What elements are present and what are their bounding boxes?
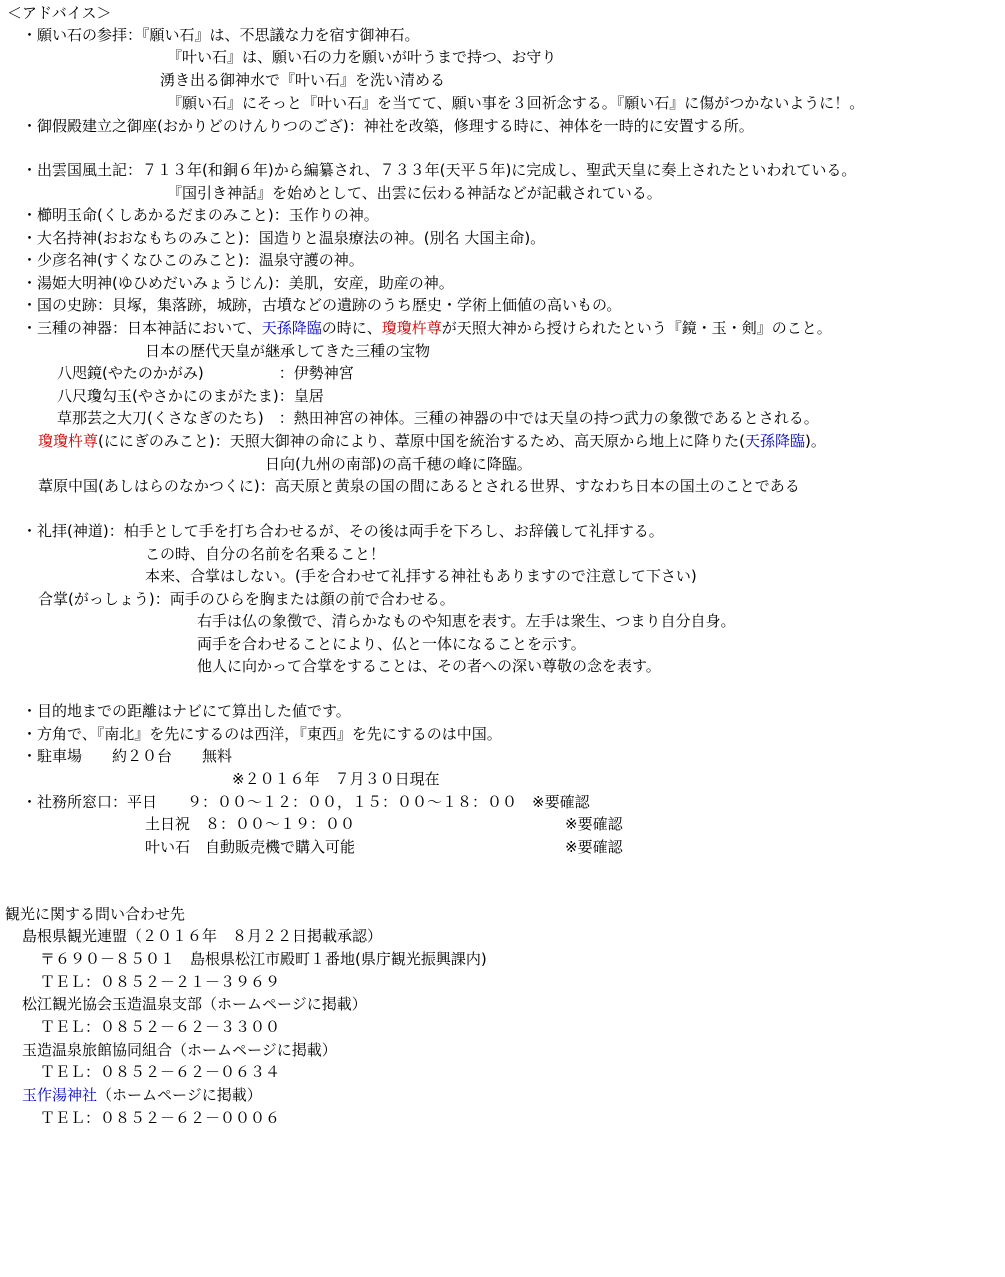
gassho-line-4: 他人に向かって合掌をすることは、その者への深い尊敬の念を表す。 (197, 657, 661, 675)
sanshu-text-1: ・三種の神器：日本神話において、 (22, 319, 262, 337)
sanshu-line-1 (22, 318, 832, 338)
raihai-line-1: ・礼拝(神道)：柏手として手を打ち合わせるが、その後は両手を下ろし、お辞儀して礼拝する。 (22, 522, 664, 540)
tenson-korin-term-2: 天孫降臨 (744, 432, 805, 450)
ninigi-text-2: )。 (805, 432, 826, 450)
kushiaka-line: ・櫛明玉命(くしあかるだまのみこと)：玉作りの神。 (22, 206, 379, 224)
kyori-line: ・目的地までの距離はナビにて算出した値です。 (22, 702, 351, 720)
jinja-line (22, 1085, 262, 1105)
shimane-address: 〒６９０－８５０１ 島根県松江市殿町１番地(県庁観光振興課内) (40, 950, 487, 968)
gassho-line-2: 右手は仏の象徴で、清らかなものや知恵を表す。左手は衆生、つまり自分自身。 (197, 612, 736, 630)
yata-line: 八咫鏡(やたのかがみ) ：伊勢神宮 (57, 364, 354, 382)
yasaka-line: 八尺瓊勾玉(やさかにのまがたま)：皇居 (57, 387, 324, 405)
ryokan-name: 玉造温泉旅館協同組合（ホームページに掲載） (22, 1041, 337, 1059)
jinja-suffix: （ホームページに掲載） (97, 1086, 262, 1104)
sanshu-line-2: 日本の歴代天皇が継承してきた三種の宝物 (145, 342, 431, 360)
sukuna-line: ・少彦名神(すくなひこのみこと)：温泉守護の神。 (22, 251, 364, 269)
onamochi-line: ・大名持神(おおなもちのみこと)：国造りと温泉療法の神。(別名 大国主命)。 (22, 229, 546, 247)
kusanagi-line: 草那芸之大刀(くさなぎのたち) ：熱田神宮の神体。三種の神器の中では天皇の持つ武力の象徴であるとされる。 (57, 409, 819, 427)
sanshu-text-2: の時に、 (321, 319, 382, 337)
negaiishi-line-3: 湧き出る御神水で『叶い石』を洗い清める (160, 71, 446, 89)
negaiishi-line-4: 『願い石』にそっと『叶い石』を当てて、願い事を３回祈念する。『願い石』に傷がつかないように！。 (167, 94, 865, 112)
parking-line-1: ・駐車場 約２０台 無料 (22, 747, 233, 765)
izumo-line-2: 『国引き神話』を始めとして、出雲に伝わる神話などが記載されている。 (167, 184, 662, 202)
negaiishi-line-2: 『叶い石』は、願い石の力を願いが叶うまで持つ、お守り (167, 48, 557, 66)
ninigi-text-1: (ににぎのみこと)：天照大御神の命により、葦原中国を統治するため、高天原から地上に降りた( (98, 432, 745, 450)
shiseki-line: ・国の史跡：貝塚，集落跡，城跡，古墳などの遺跡のうち歴史・学術上価値の高いもの。 (22, 296, 622, 314)
shimane-tel: ＴＥＬ：０８５２－２１－３９６９ (40, 973, 281, 991)
sanshu-text-3: が天照大神から授けられたという『鏡・玉・剣』のこと。 (441, 319, 832, 337)
shamusho-line-3: 叶い石 自動販売機で購入可能 ※要確認 (145, 838, 623, 856)
tenson-korin-term: 天孫降臨 (261, 319, 322, 337)
shamusho-line-1: ・社務所窓口：平日 ９：００～１２：００，１５：００～１８：００ ※要確認 (22, 793, 590, 811)
matsue-name: 松江観光協会玉造温泉支部（ホームページに掲載） (22, 995, 367, 1013)
yuhime-line: ・湯姫大明神(ゆひめだいみょうじん)：美肌，安産，助産の神。 (22, 274, 454, 292)
advice-heading: ＜アドバイス＞ (7, 4, 112, 22)
hogaku-line: ・方角で、『南北』を先にするのは西洋，『東西』を先にするのは中国。 (22, 725, 502, 743)
contacts-heading: 観光に関する問い合わせ先 (5, 905, 186, 923)
ashihara-line: 葦原中国(あしはらのなかつくに)：高天原と黄泉の国の間にあるとされる世界、すなわち日本の国土のことである (38, 477, 800, 495)
shamusho-line-2: 土日祝 ８：００～１９：００ ※要確認 (145, 815, 623, 833)
jinja-tel: ＴＥＬ：０８５２－６２－０００６ (40, 1109, 281, 1127)
gassho-line-3: 両手を合わせることにより、仏と一体になることを示す。 (197, 635, 586, 653)
jinja-link[interactable]: 玉作湯神社 (22, 1086, 98, 1104)
izumo-line-1: ・出雲国風土記：７１３年(和銅６年)から編纂され、７３３年(天平５年)に完成し、聖武天皇に奏上されたといわれている。 (22, 161, 857, 179)
matsue-tel: ＴＥＬ：０８５２－６２－３３００ (40, 1018, 281, 1036)
ninigi-term: 瓊瓊杵尊 (381, 319, 442, 337)
ryokan-tel: ＴＥＬ：０８５２－６２－０６３４ (40, 1063, 281, 1081)
negaiishi-line-1: ・願い石の参拝：『願い石』は、不思議な力を宿す御神石。 (22, 26, 420, 44)
ninigi-line-2: 日向(九州の南部)の高千穂の峰に降臨。 (265, 455, 532, 473)
raihai-line-3: 本来、合掌はしない。(手を合わせて礼拝する神社もありますので注意して下さい) (145, 567, 697, 585)
raihai-line-2: この時、自分の名前を名乗ること！ (145, 545, 386, 563)
parking-line-2: ※２０１６年 ７月３０日現在 (232, 770, 440, 788)
shimane-name: 島根県観光連盟（２０１６年 ８月２２日掲載承認） (22, 927, 383, 945)
ninigi-name: 瓊瓊杵尊 (38, 432, 99, 450)
gassho-line-1: 合掌(がっしょう)：両手のひらを胸または顔の前で合わせる。 (38, 590, 455, 608)
okari-line: ・御假殿建立之御座(おかりどのけんりつのござ)：神社を改築，修理する時に、神体を一時的に安置する所。 (22, 117, 754, 135)
ninigi-line-1 (38, 431, 826, 451)
